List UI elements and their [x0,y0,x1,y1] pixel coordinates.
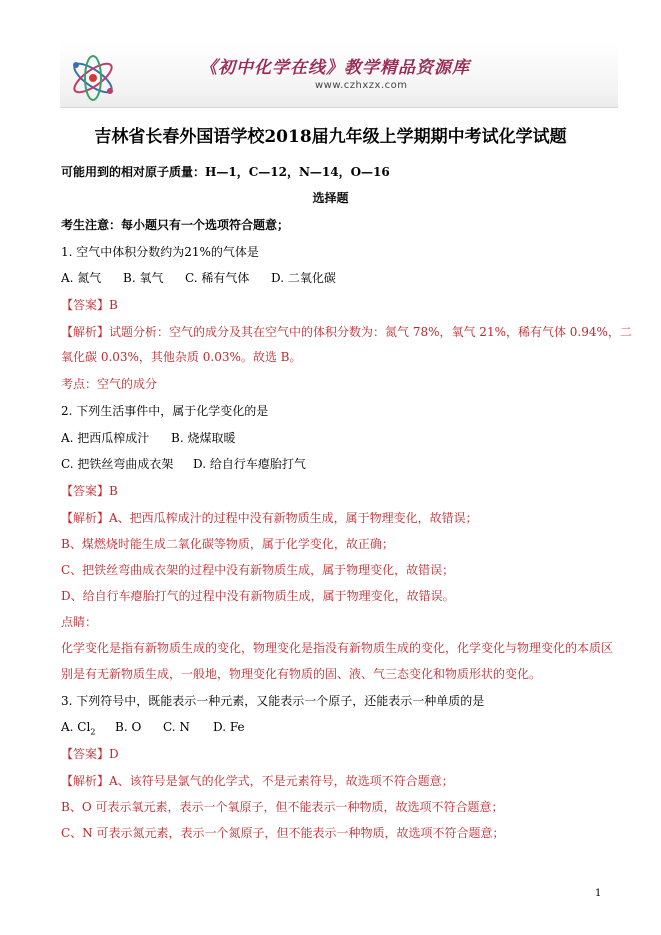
q1-options [61,270,336,286]
q2-answer: 【答案】B [61,484,118,498]
q3-option-c: C. N [163,720,190,734]
q2-stem: 2. 下列生活事件中，属于化学变化的是 [61,404,269,418]
q3-analysis-a: 【解析】A、该符号是氯气的化学式，不是元素符号，故选项不符合题意； [61,774,454,788]
q3-option-a: A. $Cl_2$ [61,720,96,737]
q1-kaodian: 考点：空气的成分 [61,377,158,391]
header-banner [60,43,618,108]
page-number: 1 [595,888,602,899]
q2-option-d: D. 给自行车瘪胎打气 [193,457,306,471]
q3-stem: 3. 下列符号中，既能表示一种元素，又能表示一个原子，还能表示一种单质的是 [61,694,485,708]
q1-option-a: A. 氮气 [61,271,102,285]
q2-analysis-c: C、把铁丝弯曲成衣架的过程中没有新物质生成，属于物理变化，故错误； [61,563,455,577]
section-heading: 选择题 [312,191,349,205]
q2-option-a: A. 把西瓜榨成汁 [61,431,150,445]
q1-analysis-line2: 氧化碳 0.03%，其他杂质 0.03%。故选 B。 [61,350,302,364]
q3-analysis-b: B、O 可表示氧元素，表示一个氧原子，但不能表示一种物质，故选项不符合题意； [61,800,504,814]
q2-dianjing: 点睛： [61,615,98,629]
q3-options [61,719,245,740]
q2-options-row2 [61,456,306,472]
q1-stem: 1. 空气中体积分数约为21%的气体是 [61,245,259,259]
banner-title: 《初中化学在线》教学精品资源库 [200,58,470,78]
q2-note-line2: 别是有无新物质生成，一般地，物理变化有物质的固、液、气三态变化和物质形状的变化。 [61,667,542,681]
q3-analysis-c: C、N 可表示氮元素，表示一个氮原子，但不能表示一种物质，故选项不符合题意； [61,826,505,840]
banner-url: www.czhxzx.com [315,80,408,91]
q2-analysis-d: D、给自行车瘪胎打气的过程中没有新物质生成，属于物理变化，故错误。 [61,589,455,603]
q3-option-b: B. O [115,720,142,734]
q2-option-c: C. 把铁丝弯曲成衣架 [61,457,174,471]
atomic-mass-line: 可能用到的相对原子质量：H—1，C—12，N—14，O—16 [61,165,390,179]
q1-option-b: B. 氧气 [123,271,164,285]
molecule-logo-icon [66,51,120,105]
q2-analysis-b: B、煤燃烧时能生成二氧化碳等物质，属于化学变化，故正确； [61,537,394,551]
notice: 考生注意：每小题只有一个选项符合题意； [61,218,290,232]
q2-note-line1: 化学变化是指有新物质生成的变化，物理变化是指没有新物质生成的变化，化学变化与物理变化的本质区 [61,641,614,655]
document-title: 吉林省长春外国语学校2018届九年级上学期期中考试化学试题 [94,127,567,147]
q3-answer: 【答案】D [61,747,119,761]
q1-option-c: C. 稀有气体 [185,271,250,285]
q1-answer: 【答案】B [61,298,118,312]
q1-option-d: D. 二氧化碳 [271,271,336,285]
q1-analysis-line1: 【解析】试题分析：空气的成分及其在空气中的体积分数为：氮气 78%，氧气 21%，稀有气体 0.94%，二 [61,325,632,339]
q3-option-d: D. Fe [213,720,245,734]
q2-analysis-a: 【解析】A、把西瓜榨成汁的过程中没有新物质生成，属于物理变化，故错误； [61,511,478,525]
q2-options-row1 [61,430,235,446]
q2-option-b: B. 烧煤取暖 [171,431,236,445]
